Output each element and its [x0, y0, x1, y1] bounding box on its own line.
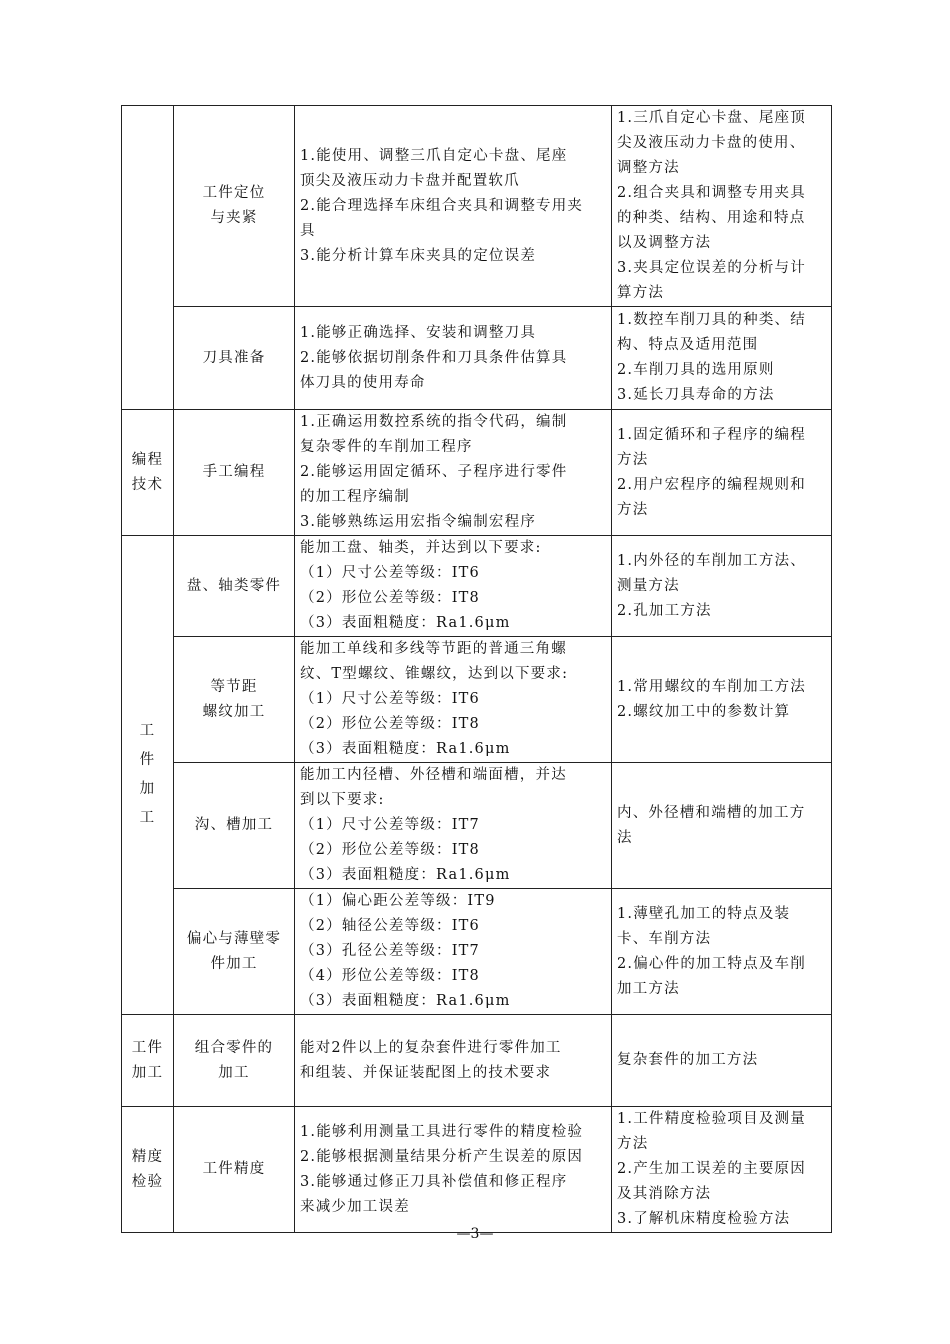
- requirement-cell: 能加工内径槽、外径槽和端面槽，并达 到以下要求: （1）尺寸公差等级：IT7 （2）形位公差等级：IT8 （3）表面粗糙度：Ra1.6μm: [295, 763, 612, 889]
- table-row: [122, 637, 832, 763]
- skill-cell: 等节距 螺纹加工: [174, 637, 295, 763]
- category-cell: 编程 技术: [122, 410, 174, 536]
- page-number: —3—: [456, 1226, 494, 1242]
- category-cell-empty: [122, 106, 174, 410]
- skills-table: [121, 105, 832, 1233]
- table-row: [122, 1015, 832, 1107]
- table-row: [122, 1107, 832, 1233]
- table-row: [122, 106, 832, 307]
- skill-cell: 工件精度: [174, 1107, 295, 1233]
- requirement-cell: 能加工盘、轴类，并达到以下要求: （1）尺寸公差等级：IT6 （2）形位公差等级：IT8 （3）表面粗糙度：Ra1.6μm: [295, 536, 612, 637]
- category-cell: 工件 加工: [122, 1015, 174, 1107]
- skill-cell: 工件定位 与夹紧: [174, 106, 295, 307]
- knowledge-cell: 复杂套件的加工方法: [612, 1015, 832, 1107]
- category-cell: 精度 检验: [122, 1107, 174, 1233]
- skill-cell: 手工编程: [174, 410, 295, 536]
- skill-cell: 沟、槽加工: [174, 763, 295, 889]
- table-row: [122, 410, 832, 536]
- requirement-cell: 1.能够利用测量工具进行零件的精度检验 2.能够根据测量结果分析产生误差的原因 3.能够通过修正刀具补偿值和修正程序 来减少加工误差: [295, 1107, 612, 1233]
- table-row: [122, 763, 832, 889]
- category-cell-vertical: 工 件 加 工: [122, 536, 174, 1015]
- knowledge-cell: 1.工件精度检验项目及测量 方法 2.产生加工误差的主要原因 及其消除方法 3.了解机床精度检验方法: [612, 1107, 832, 1233]
- requirement-cell: 能加工单线和多线等节距的普通三角螺 纹、T型螺纹、锥螺纹，达到以下要求: （1）尺寸公差等级：IT6 （2）形位公差等级：IT8 （3）表面粗糙度：Ra1.6μm: [295, 637, 612, 763]
- requirement-cell: 1.能够正确选择、安装和调整刀具 2.能够依据切削条件和刀具条件估算具 体刀具的使用寿命: [295, 307, 612, 410]
- table-row: [122, 536, 832, 637]
- knowledge-cell: 1.薄壁孔加工的特点及装 卡、车削方法 2.偏心件的加工特点及车削 加工方法: [612, 889, 832, 1015]
- table-row: [122, 307, 832, 410]
- knowledge-cell: 1.数控车削刀具的种类、结 构、特点及适用范围 2.车削刀具的选用原则 3.延长刀具寿命的方法: [612, 307, 832, 410]
- requirement-cell: 能对2件以上的复杂套件进行零件加工 和组装、并保证装配图上的技术要求: [295, 1015, 612, 1107]
- knowledge-cell: 1.常用螺纹的车削加工方法 2.螺纹加工中的参数计算: [612, 637, 832, 763]
- requirement-cell: 1.能使用、调整三爪自定心卡盘、尾座 顶尖及液压动力卡盘并配置软爪 2.能合理选择车床组合夹具和调整专用夹 具 3.能分析计算车床夹具的定位误差: [295, 106, 612, 307]
- skill-cell: 刀具准备: [174, 307, 295, 410]
- knowledge-cell: 内、外径槽和端槽的加工方 法: [612, 763, 832, 889]
- skill-cell: 盘、轴类零件: [174, 536, 295, 637]
- requirement-cell: 1.正确运用数控系统的指令代码，编制 复杂零件的车削加工程序 2.能够运用固定循环、子程序进行零件 的加工程序编制 3.能够熟练运用宏指令编制宏程序: [295, 410, 612, 536]
- skill-cell: 组合零件的 加工: [174, 1015, 295, 1107]
- knowledge-cell: 1.固定循环和子程序的编程 方法 2.用户宏程序的编程规则和 方法: [612, 410, 832, 536]
- knowledge-cell: 1.三爪自定心卡盘、尾座顶 尖及液压动力卡盘的使用、 调整方法 2.组合夹具和调整专用夹具 的种类、结构、用途和特点 以及调整方法 3.夹具定位误差的分析与计 算方法: [612, 106, 832, 307]
- skill-cell: 偏心与薄壁零 件加工: [174, 889, 295, 1015]
- requirement-cell: （1）偏心距公差等级：IT9 （2）轴径公差等级：IT6 （3）孔径公差等级：IT7 （4）形位公差等级：IT8 （3）表面粗糙度：Ra1.6μm: [295, 889, 612, 1015]
- knowledge-cell: 1.内外径的车削加工方法、 测量方法 2.孔加工方法: [612, 536, 832, 637]
- table-row: [122, 889, 832, 1015]
